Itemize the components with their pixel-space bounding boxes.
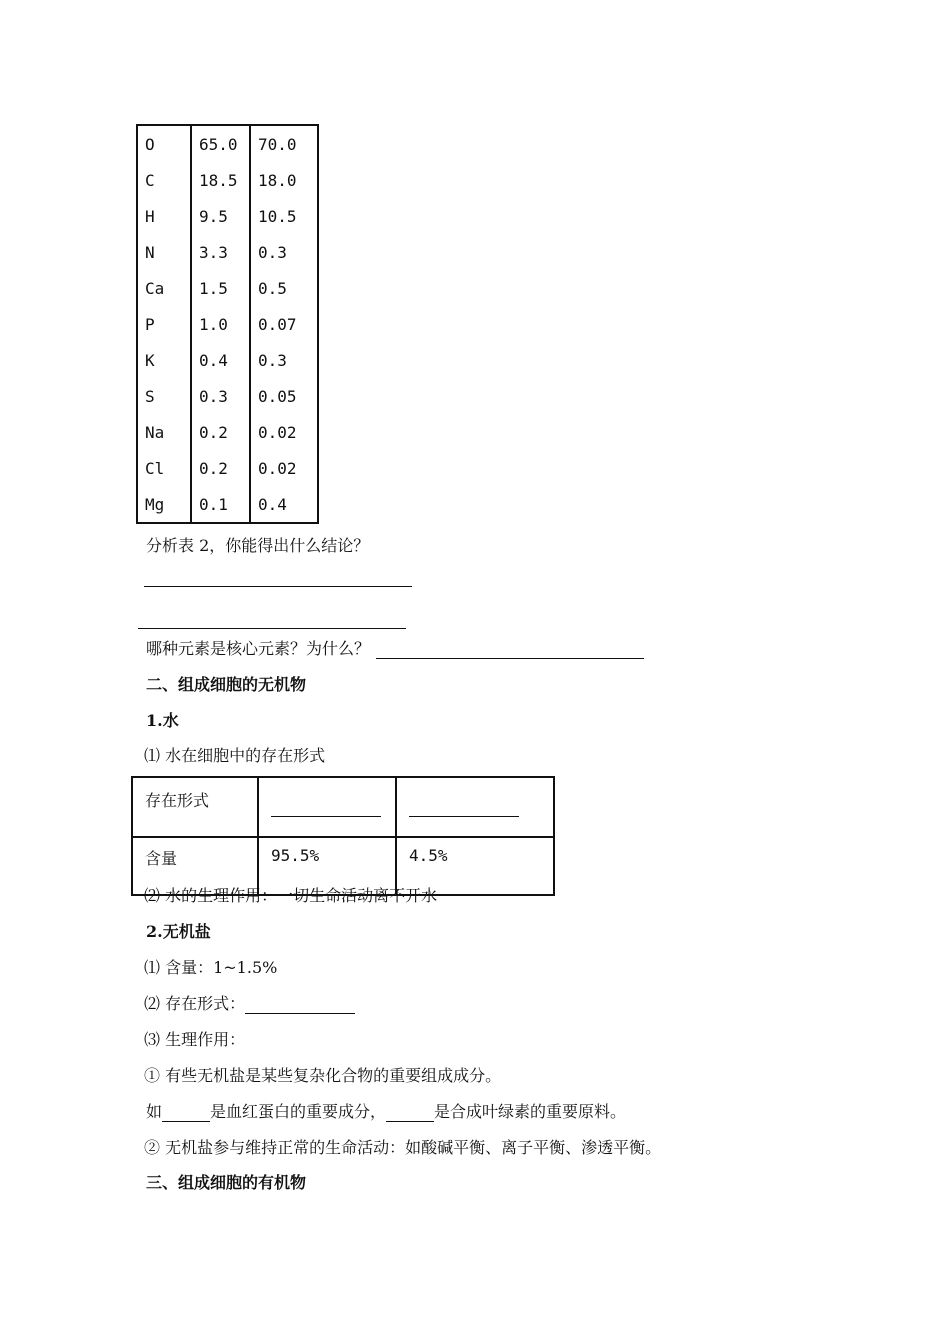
element-value-b: 70.0 bbox=[250, 125, 318, 162]
element-row bbox=[137, 162, 318, 198]
water-form-blank-2 bbox=[409, 816, 519, 817]
element-value-a: 3.3 bbox=[191, 234, 250, 270]
element-value-b: 0.02 bbox=[250, 414, 318, 450]
element-row bbox=[137, 378, 318, 414]
element-row bbox=[137, 198, 318, 234]
element-symbol: C bbox=[137, 162, 191, 198]
element-symbol: S bbox=[137, 378, 191, 414]
element-value-b: 0.4 bbox=[250, 486, 318, 523]
element-value-a: 0.4 bbox=[191, 342, 250, 378]
analysis-question: 分析表 2，你能得出什么结论？ bbox=[146, 536, 370, 555]
element-value-b: 0.5 bbox=[250, 270, 318, 306]
element-row bbox=[137, 450, 318, 486]
element-row bbox=[137, 234, 318, 270]
element-symbol: Cl bbox=[137, 450, 191, 486]
element-symbol: Na bbox=[137, 414, 191, 450]
element-symbol: P bbox=[137, 306, 191, 342]
core-element-question bbox=[146, 636, 644, 659]
element-value-a: 1.5 bbox=[191, 270, 250, 306]
element-symbol: N bbox=[137, 234, 191, 270]
element-value-b: 18.0 bbox=[250, 162, 318, 198]
element-value-b: 0.3 bbox=[250, 342, 318, 378]
water-form-blank-cell-2 bbox=[396, 777, 554, 837]
water-form-blank-cell-1 bbox=[258, 777, 396, 837]
element-value-a: 0.1 bbox=[191, 486, 250, 523]
salt-point-2: ② 无机盐参与维持正常的生命活动：如酸碱平衡、离子平衡、渗透平衡。 bbox=[144, 1138, 662, 1157]
element-value-a: 0.2 bbox=[191, 450, 250, 486]
salt-point-1: ① 有些无机盐是某些复杂化合物的重要组成成分。 bbox=[144, 1066, 502, 1085]
element-symbol: O bbox=[137, 125, 191, 162]
water-item-1: ⑴ 水在细胞中的存在形式 bbox=[144, 746, 326, 765]
element-value-b: 0.05 bbox=[250, 378, 318, 414]
element-value-a: 9.5 bbox=[191, 198, 250, 234]
salt-item-2-text: ⑵ 存在形式： bbox=[144, 994, 246, 1013]
element-value-b: 0.02 bbox=[250, 450, 318, 486]
element-value-b: 0.3 bbox=[250, 234, 318, 270]
element-value-a: 18.5 bbox=[191, 162, 250, 198]
water-content-value-2: 4.5% bbox=[396, 837, 554, 895]
element-value-a: 1.0 bbox=[191, 306, 250, 342]
water-form-label: 存在形式 bbox=[132, 777, 258, 837]
element-symbol: H bbox=[137, 198, 191, 234]
element-row bbox=[137, 125, 318, 162]
salt-item-3: ⑶ 生理作用： bbox=[144, 1030, 246, 1049]
section-3-title: 三、组成细胞的有机物 bbox=[146, 1173, 307, 1192]
water-content-label: 含量 bbox=[132, 837, 258, 895]
element-symbol: Mg bbox=[137, 486, 191, 523]
element-row bbox=[137, 306, 318, 342]
water-item-2: ⑵ 水的生理作用：一切生命活动离不开水 bbox=[144, 886, 438, 905]
element-row bbox=[137, 414, 318, 450]
water-form-table bbox=[131, 776, 555, 896]
hemoglobin-element-blank bbox=[162, 1102, 210, 1122]
core-element-question-text: 哪种元素是核心元素？为什么？ bbox=[146, 639, 371, 658]
element-value-a: 0.3 bbox=[191, 378, 250, 414]
element-symbol: K bbox=[137, 342, 191, 378]
element-row bbox=[137, 486, 318, 523]
element-value-a: 0.2 bbox=[191, 414, 250, 450]
water-content-value-1: 95.5% bbox=[258, 837, 396, 895]
salt-point-1b-suffix: 是合成叶绿素的重要原料。 bbox=[434, 1102, 627, 1121]
chlorophyll-element-blank bbox=[386, 1102, 434, 1122]
water-form-blank-1 bbox=[271, 816, 381, 817]
salt-point-1b bbox=[146, 1099, 626, 1122]
answer-line-1 bbox=[144, 586, 412, 587]
core-element-answer-blank bbox=[376, 639, 644, 659]
element-row bbox=[137, 342, 318, 378]
answer-line-2 bbox=[138, 628, 406, 629]
element-row bbox=[137, 270, 318, 306]
element-content-table bbox=[136, 124, 319, 524]
section-2-title: 二、组成细胞的无机物 bbox=[146, 675, 307, 694]
salt-form-blank bbox=[245, 994, 355, 1014]
element-value-b: 10.5 bbox=[250, 198, 318, 234]
water-title: 1.水 bbox=[146, 711, 179, 730]
salt-point-1b-mid: 是血红蛋白的重要成分， bbox=[210, 1102, 387, 1121]
element-value-a: 65.0 bbox=[191, 125, 250, 162]
element-symbol: Ca bbox=[137, 270, 191, 306]
salt-item-2 bbox=[144, 991, 355, 1014]
salt-point-1b-prefix: 如 bbox=[146, 1102, 163, 1121]
salt-title: 2.无机盐 bbox=[146, 922, 211, 941]
element-value-b: 0.07 bbox=[250, 306, 318, 342]
salt-item-1: ⑴ 含量：1~1.5% bbox=[144, 958, 278, 977]
